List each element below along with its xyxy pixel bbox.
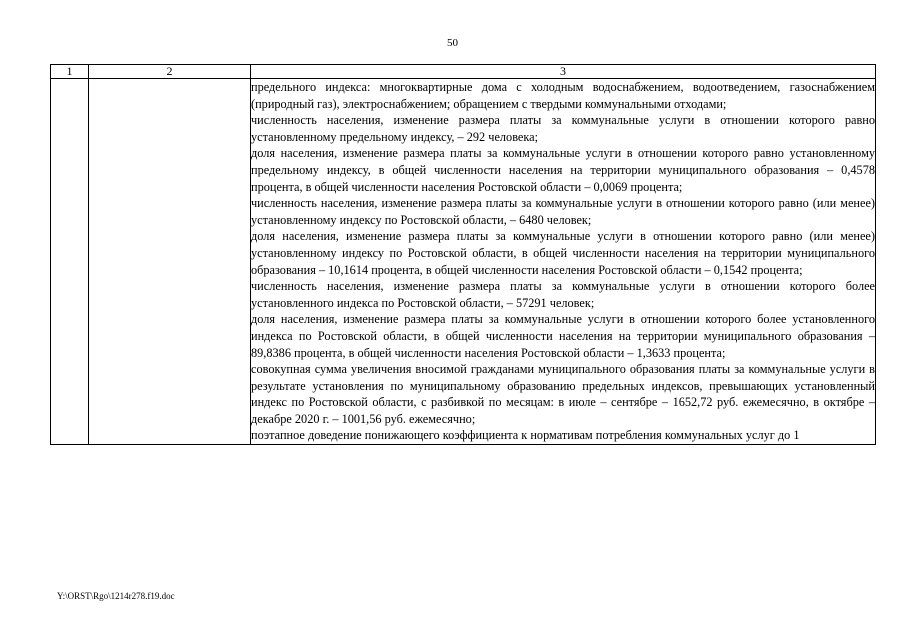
paragraph: предельного индекса: многоквартирные дома с холодным водоснабжением, водоотведением, газоснабжением (природный газ), электроснабжением; обращением с твердыми коммунальными отходами; xyxy=(251,80,875,111)
paragraph: поэтапное доведение понижающего коэффициента к нормативам потребления коммунальных услуг до 1 xyxy=(251,428,800,443)
page-number: 50 xyxy=(447,37,458,49)
table-row xyxy=(51,79,876,445)
paragraph: численность населения, изменение размера платы за коммунальные услуги в отношении которого равно (или менее) установленному индексу по Ростовской области, – 6480 человек; xyxy=(251,196,875,227)
paragraph: доля населения, изменение размера платы за коммунальные услуги в отношении которого равно (или менее) установленному индексу по Ростовской области, в общей численности населения на территории муниципального образования – 10,1614 процента, в общей численности населения Ростовской области – 0,1542 процента; xyxy=(251,229,875,277)
paragraph: численность населения, изменение размера платы за коммунальные услуги в отношении которого более установленного индекса по Ростовской области, – 57291 человек; xyxy=(251,279,875,310)
paragraph: доля населения, изменение размера платы за коммунальные услуги в отношении которого более установленного индекса по Ростовской области, в общей численности населения на территории муниципального образования – 89,8386 процента, в общей численности населения Ростовской области – 1,3633 процента; xyxy=(251,312,875,360)
paragraph: совокупная сумма увеличения вносимой гражданами муниципального образования платы за коммунальные услуги в результате установления по муниципальному образованию предельных индексов, превышающих установленный индекс по Ростовской области, с разбивкой по месяцам: в июле – сентябре – 1652,72 руб. ежемесячно, в октябре – декабре 2020 г. – 1001,56 руб. ежемесячно; xyxy=(251,362,875,426)
column-2-header: 2 xyxy=(89,65,251,79)
column-1-cell xyxy=(51,79,89,445)
column-3-header: 3 xyxy=(251,65,876,79)
column-3-cell xyxy=(251,79,876,445)
paragraph: численность населения, изменение размера платы за коммунальные услуги в отношении которого равно установленному предельному индексу, – 292 человека; xyxy=(251,113,875,144)
paragraph: доля населения, изменение размера платы за коммунальные услуги в отношении которого равно установленному предельному индексу, в общей численности населения на территории муниципального образования – 0,4578 процента, в общей численности населения Ростовской области – 0,0069 процента; xyxy=(251,146,875,194)
content-table xyxy=(50,64,876,445)
column-2-cell xyxy=(89,79,251,445)
footer-file-path: Y:\ORST\Rgo\1214r278.f19.doc xyxy=(57,591,175,601)
table-header-row xyxy=(51,65,876,79)
column-1-header: 1 xyxy=(51,65,89,79)
